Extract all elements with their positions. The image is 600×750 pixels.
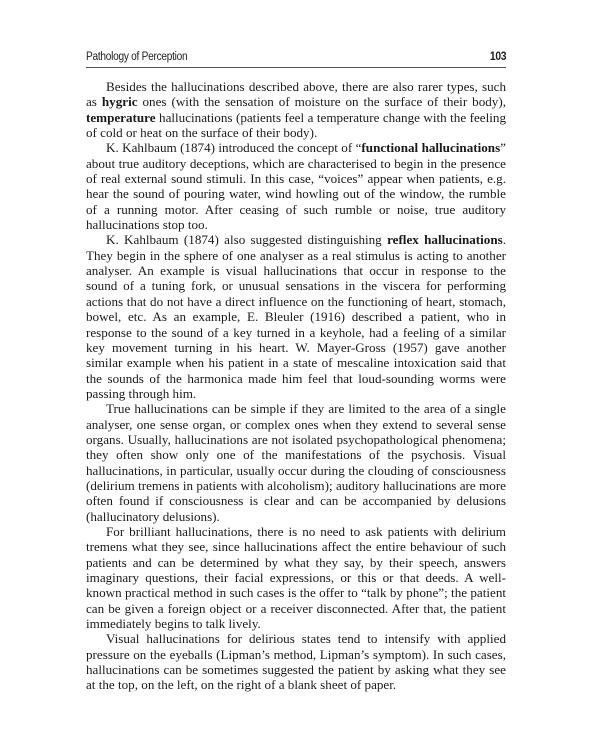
page-number: 103 xyxy=(489,51,506,63)
paragraph-true-hallucinations: True hallucinations can be simple if they are limited to the area of a single analyser, one sense organ, or complex ones when they extend to several sense organs. Usually, hallucinations are not isolated psychopathological phenomena; they often show only one of the manifestations of the psychosis. Visual hallucinations, in particular, usually occur during the clouding of consciousness (delirium tremens in patients with alcoholism); auditory hallucinations are more often found if consciousness is clear and can be accompanied by delusions (hallucinatory delusions). xyxy=(86,401,506,524)
term-temperature: temperature xyxy=(86,109,156,125)
term-reflex-hallucinations: reflex hallucinations xyxy=(387,232,503,248)
paragraph-reflex-hallucinations: K. Kahlbaum (1874) also suggested distinguishing reflex hallucinations. They begin in the sphere of one analyser as a real stimulus is acting to another analyser. An example is visual hallucinations that occur in response to the sound of a tuning fork, or unusual sensations in the viscera for performing actions that do not have a direct influence on the functioning of heart, stomach, bowel, etc. As an example, E. Bleuler (1916) described a patient, who in response to the sound of a key turned in a keyhole, had a feeling of a similar key movement turning in his heart. W. Mayer-Gross (1957) gave another similar example when his patient in a state of mescaline intoxication said that the sounds of the harmonica made him feel that loud-sounding worms were passing through him. xyxy=(86,232,506,401)
paragraph-functional-hallucinations: K. Kahlbaum (1874) introduced the concept of “functional hallucinations” about true auditory deceptions, which are characterised to begin in the presence of real external sound stimuli. In this case, “voices” appear when patients, e.g. hear the sound of pouring water, wind howling out of the window, the rumble of a running motor. After ceasing of such rumble or noise, true auditory hallucinations stop too. xyxy=(86,140,506,233)
paragraph-lipman-method: Visual hallucinations for delirious states tend to intensify with applied pressure on the eyeballs (Lipman’s method, Lipman’s symptom). In such cases, hallucinations can be sometimes suggested the patient by asking what they see at the top, on the left, on the right of a blank sheet of paper. xyxy=(86,631,506,693)
paragraph-other-hallucination-types: Besides the hallucinations described above, there are also rarer types, such as hygric ones (with the sensation of moisture on the surface of their body), temperature hallucinations (patients feel a temperature change with the feeling of cold or heat on the surface of their body). xyxy=(86,79,506,141)
running-head-title: Pathology of Perception xyxy=(86,51,188,63)
running-head xyxy=(86,44,506,68)
body-text xyxy=(86,79,506,693)
paragraph-brilliant-hallucinations: For brilliant hallucinations, there is no need to ask patients with delirium tremens what they see, since hallucinations affect the entire behaviour of such patients and can be determined by what they say, by their speech, answers imaginary questions, their facial expressions, or this or that deeds. A well-known practical method in such cases is the offer to “talk by phone”; the patient can be given a foreign object or a receiver disconnected. After that, the patient immediately begins to talk lively. xyxy=(86,523,506,632)
term-functional-hallucinations: functional hallucinations xyxy=(361,140,501,156)
term-hygric: hygric xyxy=(101,94,138,110)
book-page xyxy=(86,44,506,693)
